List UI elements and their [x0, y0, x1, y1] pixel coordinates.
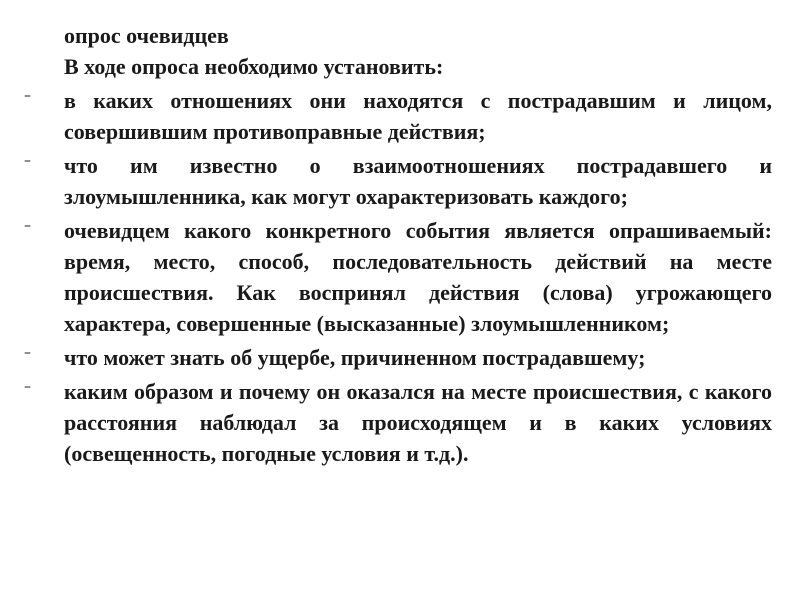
- dash-bullet-icon: –: [24, 379, 31, 395]
- list-item: [24, 376, 772, 469]
- bullet-list: [24, 85, 772, 469]
- dash-bullet-icon: –: [24, 153, 31, 169]
- list-item: [24, 150, 772, 212]
- list-item: [24, 342, 772, 373]
- list-item-text: в каких отношениях они находятся с пострадавшим и лицом, совершившим противоправные действия;: [64, 88, 772, 144]
- list-item: [24, 215, 772, 339]
- list-item-text: каким образом и почему он оказался на месте происшествия, с какого расстояния наблюдал за происходящем и в каких условиях (освещенность, погодные условия и т.д.).: [64, 379, 772, 466]
- slide-title: опрос очевидцев: [64, 23, 229, 48]
- dash-bullet-icon: –: [24, 88, 31, 104]
- dash-bullet-icon: –: [24, 345, 31, 361]
- list-item-text: очевидцем какого конкретного события является опрашиваемый: время, место, способ, последовательность действий на месте происшествия. Как воспринял действия (слова) угрожающего характера, совершенные (высказанные) злоумышленником;: [64, 218, 772, 336]
- list-item: [24, 85, 772, 147]
- list-item-text: что может знать об ущербе, причиненном пострадавшему;: [64, 345, 646, 370]
- list-item-text: что им известно о взаимоотношениях пострадавшего и злоумышленника, как могут охарактеризовать каждого;: [64, 153, 772, 209]
- dash-bullet-icon: –: [24, 218, 31, 234]
- intro-text: В ходе опроса необходимо установить:: [64, 54, 444, 79]
